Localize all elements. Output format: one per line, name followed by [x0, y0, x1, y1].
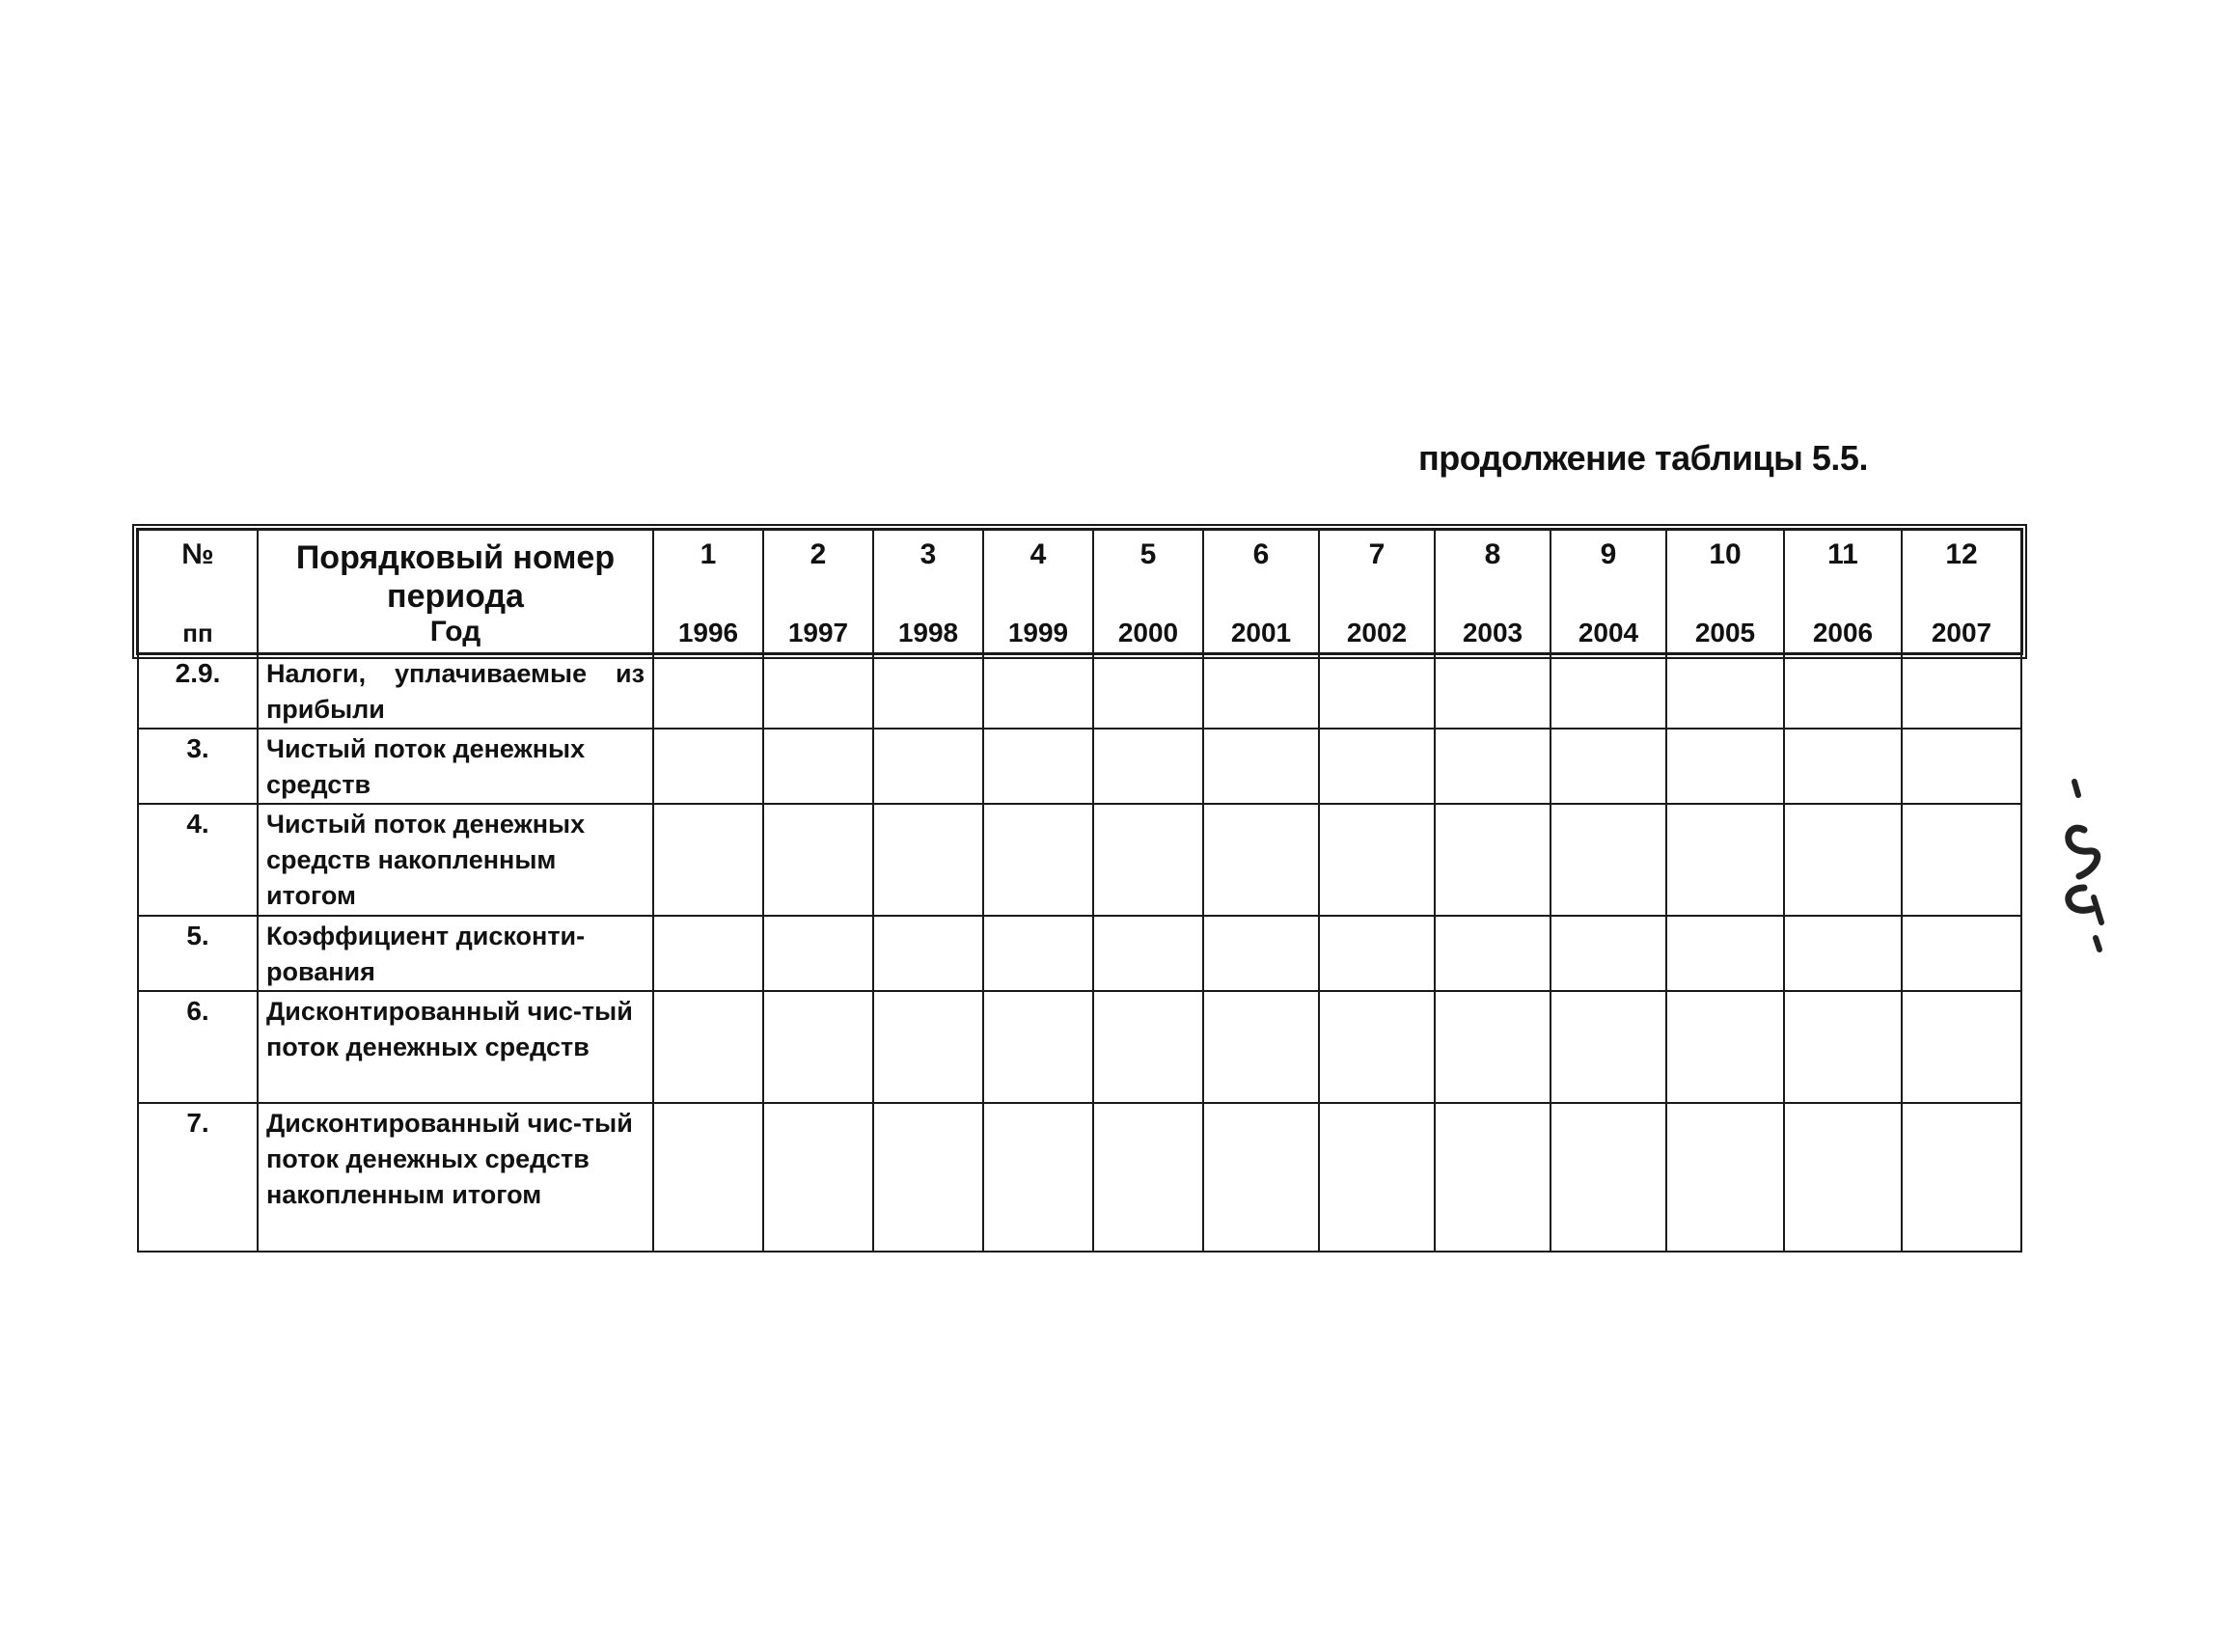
value-cell — [1666, 804, 1784, 916]
table-row — [138, 804, 2021, 916]
period-header-11 — [1784, 530, 1902, 653]
row-label: Чистый поток денежных средств накопленным итогом — [258, 804, 653, 916]
value-cell — [1784, 729, 1902, 804]
row-number: 7. — [138, 1103, 258, 1252]
value-cell — [1203, 729, 1319, 804]
header-number-label: № — [181, 538, 214, 570]
value-cell — [1902, 1103, 2021, 1252]
value-cell — [1666, 916, 1784, 991]
value-cell — [1203, 804, 1319, 916]
value-cell — [983, 916, 1093, 991]
table-body — [138, 653, 2021, 1252]
value-cell — [763, 1103, 873, 1252]
header-row — [138, 530, 2021, 653]
period-year: 2002 — [1346, 618, 1408, 647]
header-number-sublabel: пп — [182, 619, 213, 647]
value-cell — [983, 729, 1093, 804]
value-cell — [1093, 991, 1203, 1103]
value-cell — [1319, 916, 1435, 991]
value-cell — [1093, 729, 1203, 804]
row-label: Коэффициент дисконти-рования — [258, 916, 653, 991]
period-number: 5 — [1139, 538, 1157, 570]
period-number: 10 — [1709, 538, 1742, 570]
period-number: 8 — [1484, 538, 1501, 570]
period-header-6 — [1203, 530, 1319, 653]
value-cell — [1902, 804, 2021, 916]
period-number: 12 — [1945, 538, 1978, 570]
value-cell — [983, 1103, 1093, 1252]
period-year: 2001 — [1230, 618, 1292, 647]
value-cell — [983, 991, 1093, 1103]
value-cell — [1902, 653, 2021, 729]
value-cell — [763, 804, 873, 916]
value-cell — [1666, 729, 1784, 804]
value-cell — [1319, 653, 1435, 729]
value-cell — [1666, 1103, 1784, 1252]
row-number: 4. — [138, 804, 258, 916]
value-cell — [873, 804, 983, 916]
value-cell — [983, 653, 1093, 729]
value-cell — [653, 653, 763, 729]
table-row — [138, 653, 2021, 729]
period-number: 6 — [1252, 538, 1270, 570]
header-name-cell — [258, 530, 653, 653]
period-header-1 — [653, 530, 763, 653]
value-cell — [1551, 916, 1666, 991]
value-cell — [763, 729, 873, 804]
row-number: 6. — [138, 991, 258, 1103]
period-year: 1996 — [677, 618, 739, 647]
row-number: 2.9. — [138, 653, 258, 729]
value-cell — [1319, 1103, 1435, 1252]
period-year: 2000 — [1117, 618, 1179, 647]
table-row — [138, 991, 2021, 1103]
value-cell — [1435, 1103, 1551, 1252]
value-cell — [1902, 729, 2021, 804]
table-header — [138, 530, 2021, 653]
value-cell — [1551, 991, 1666, 1103]
value-cell — [983, 804, 1093, 916]
period-header-7 — [1319, 530, 1435, 653]
value-cell — [873, 653, 983, 729]
value-cell — [1093, 916, 1203, 991]
value-cell — [653, 729, 763, 804]
row-label: Дисконтированный чис-тый поток денежных средств — [258, 991, 653, 1103]
period-header-9 — [1551, 530, 1666, 653]
value-cell — [1784, 1103, 1902, 1252]
row-number: 3. — [138, 729, 258, 804]
value-cell — [873, 1103, 983, 1252]
value-cell — [1902, 916, 2021, 991]
value-cell — [653, 804, 763, 916]
period-header-3 — [873, 530, 983, 653]
period-header-10 — [1666, 530, 1784, 653]
value-cell — [1551, 729, 1666, 804]
value-cell — [1093, 1103, 1203, 1252]
row-number: 5. — [138, 916, 258, 991]
value-cell — [1551, 804, 1666, 916]
value-cell — [1203, 653, 1319, 729]
value-cell — [763, 653, 873, 729]
period-number: 4 — [1029, 538, 1047, 570]
value-cell — [1551, 653, 1666, 729]
value-cell — [763, 916, 873, 991]
value-cell — [873, 916, 983, 991]
value-cell — [1902, 991, 2021, 1103]
period-year: 2005 — [1694, 618, 1756, 647]
value-cell — [1203, 991, 1319, 1103]
value-cell — [1435, 729, 1551, 804]
table-row — [138, 916, 2021, 991]
header-year-label: Год — [429, 616, 481, 647]
period-year: 2004 — [1578, 618, 1639, 647]
table-caption: продолжение таблицы 5.5. — [1418, 438, 1868, 478]
value-cell — [1784, 653, 1902, 729]
value-cell — [1435, 991, 1551, 1103]
value-cell — [1435, 653, 1551, 729]
value-cell — [1203, 916, 1319, 991]
period-year: 2003 — [1462, 618, 1523, 647]
value-cell — [873, 991, 983, 1103]
period-number: 11 — [1827, 538, 1858, 570]
period-year: 1997 — [787, 618, 849, 647]
period-number: 7 — [1368, 538, 1386, 570]
value-cell — [1093, 804, 1203, 916]
period-year: 1999 — [1007, 618, 1069, 647]
value-cell — [1203, 1103, 1319, 1252]
header-number-cell — [138, 530, 258, 653]
value-cell — [1784, 916, 1902, 991]
period-year: 2006 — [1812, 618, 1874, 647]
value-cell — [1666, 653, 1784, 729]
row-label: Дисконтированный чис-тый поток денежных средств накопленным итогом — [258, 1103, 653, 1252]
value-cell — [1784, 991, 1902, 1103]
row-label: Чистый поток денежных средств — [258, 729, 653, 804]
period-number: 3 — [919, 538, 937, 570]
period-year: 1998 — [897, 618, 959, 647]
period-header-8 — [1435, 530, 1551, 653]
value-cell — [653, 991, 763, 1103]
value-cell — [1435, 804, 1551, 916]
value-cell — [1435, 916, 1551, 991]
row-label: Налоги, уплачиваемые из прибыли — [258, 653, 653, 729]
cash-flow-table — [137, 529, 2022, 1253]
value-cell — [873, 729, 983, 804]
value-cell — [1551, 1103, 1666, 1252]
period-number: 2 — [810, 538, 827, 570]
period-header-2 — [763, 530, 873, 653]
value-cell — [1666, 991, 1784, 1103]
table-row — [138, 729, 2021, 804]
value-cell — [1319, 991, 1435, 1103]
value-cell — [1319, 804, 1435, 916]
period-header-5 — [1093, 530, 1203, 653]
period-header-4 — [983, 530, 1093, 653]
value-cell — [653, 916, 763, 991]
value-cell — [1319, 729, 1435, 804]
header-period-label: Порядковый номер периода — [295, 539, 616, 615]
period-header-12 — [1902, 530, 2021, 653]
value-cell — [1093, 653, 1203, 729]
period-number: 1 — [700, 538, 717, 570]
handwritten-page-number — [2045, 762, 2161, 955]
period-number: 9 — [1600, 538, 1617, 570]
table-row — [138, 1103, 2021, 1252]
value-cell — [653, 1103, 763, 1252]
value-cell — [1784, 804, 1902, 916]
value-cell — [763, 991, 873, 1103]
period-year: 2007 — [1931, 618, 1992, 647]
